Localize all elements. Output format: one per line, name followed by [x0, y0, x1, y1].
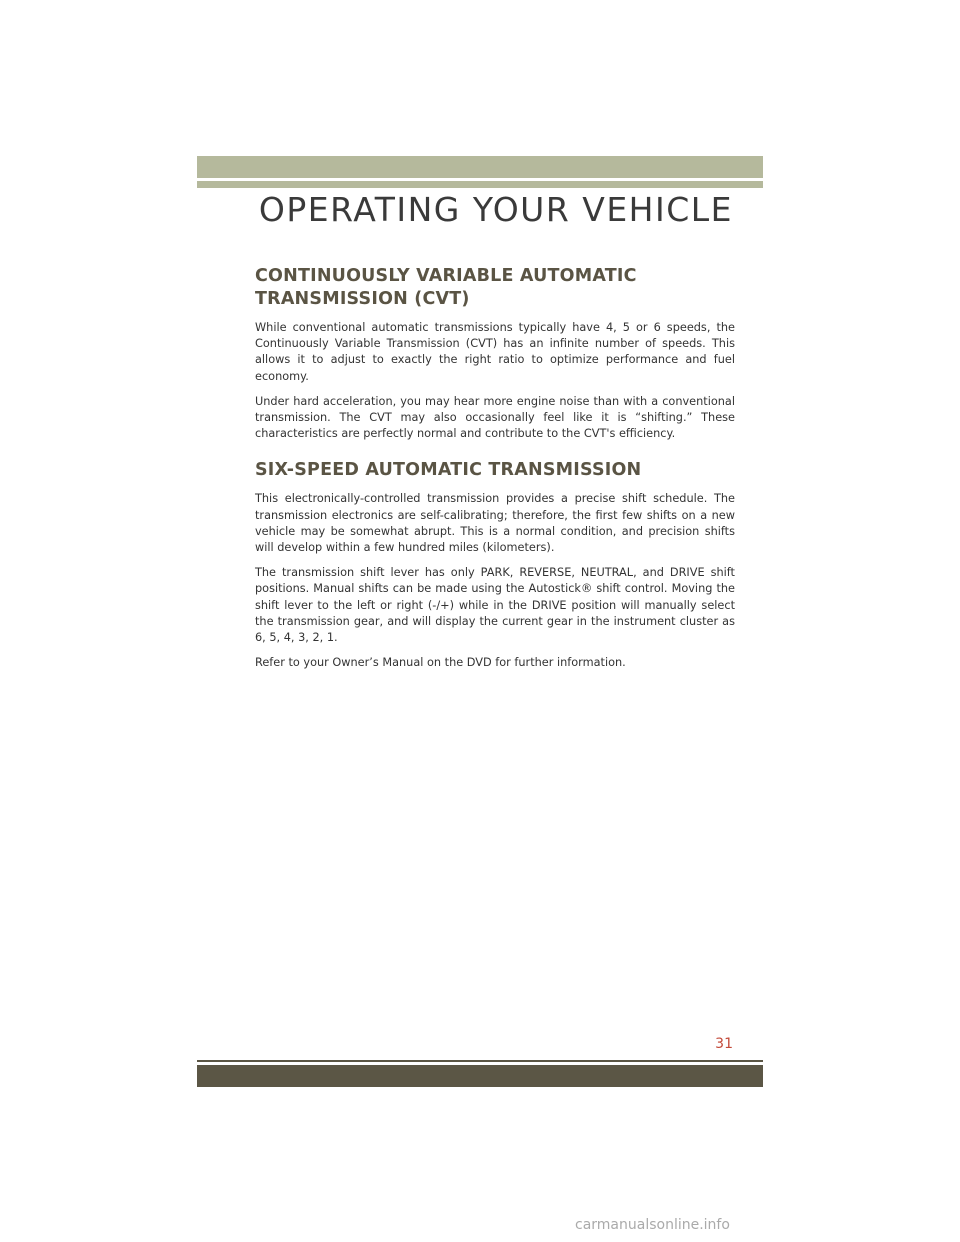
header-accent-line — [197, 181, 763, 188]
cvt-heading-line1: CONTINUOUSLY VARIABLE AUTOMATIC — [255, 266, 637, 286]
page-content — [255, 265, 735, 680]
cvt-heading-line2: TRANSMISSION (CVT) — [255, 289, 470, 309]
footer-accent-line — [197, 1060, 763, 1062]
cvt-paragraph-1: While conventional automatic transmissions typically have 4, 5 or 6 speeds, the Continuously Variable Transmission (CVT) has an infinite number of speeds. This allows it to adjust to exactly the right ratio to optimize performance and fuel economy. — [255, 321, 735, 383]
watermark: carmanualsonline.info — [575, 1217, 730, 1233]
cvt-paragraph-2: Under hard acceleration, you may hear more engine noise than with a conventional transmission. The CVT may also occasionally feel like it is “shifting.” These characteristics are perfectly normal and contribute to the CVT's efficiency. — [255, 394, 735, 441]
section-title: OPERATING YOUR VEHICLE — [258, 190, 733, 229]
page-number: 31 — [715, 1036, 733, 1052]
six-speed-paragraph-3: Refer to your Owner’s Manual on the DVD for further information. — [255, 656, 626, 670]
footer-accent-band — [197, 1065, 763, 1087]
six-speed-heading: SIX-SPEED AUTOMATIC TRANSMISSION — [255, 460, 642, 481]
cvt-heading — [255, 265, 735, 311]
six-speed-paragraph-1: This electronically-controlled transmission provides a precise shift schedule. The transmission electronics are self-calibrating; therefore, the first few shifts on a new vehicle may be somewhat abrupt. This is a normal condition, and precision shifts will develop within a few hundred miles (kilometers). — [255, 492, 735, 555]
six-speed-paragraph-2: The transmission shift lever has only PARK, REVERSE, NEUTRAL, and DRIVE shift positions. Manual shifts can be made using the Autostick® shift control. Moving the shift lever to the left or right (-/+) while in the DRIVE position will manually select the transmission gear, and will display the current gear in the instrument cluster as 6, 5, 4, 3, 2, 1. — [255, 566, 735, 645]
header-accent-band — [197, 156, 763, 178]
